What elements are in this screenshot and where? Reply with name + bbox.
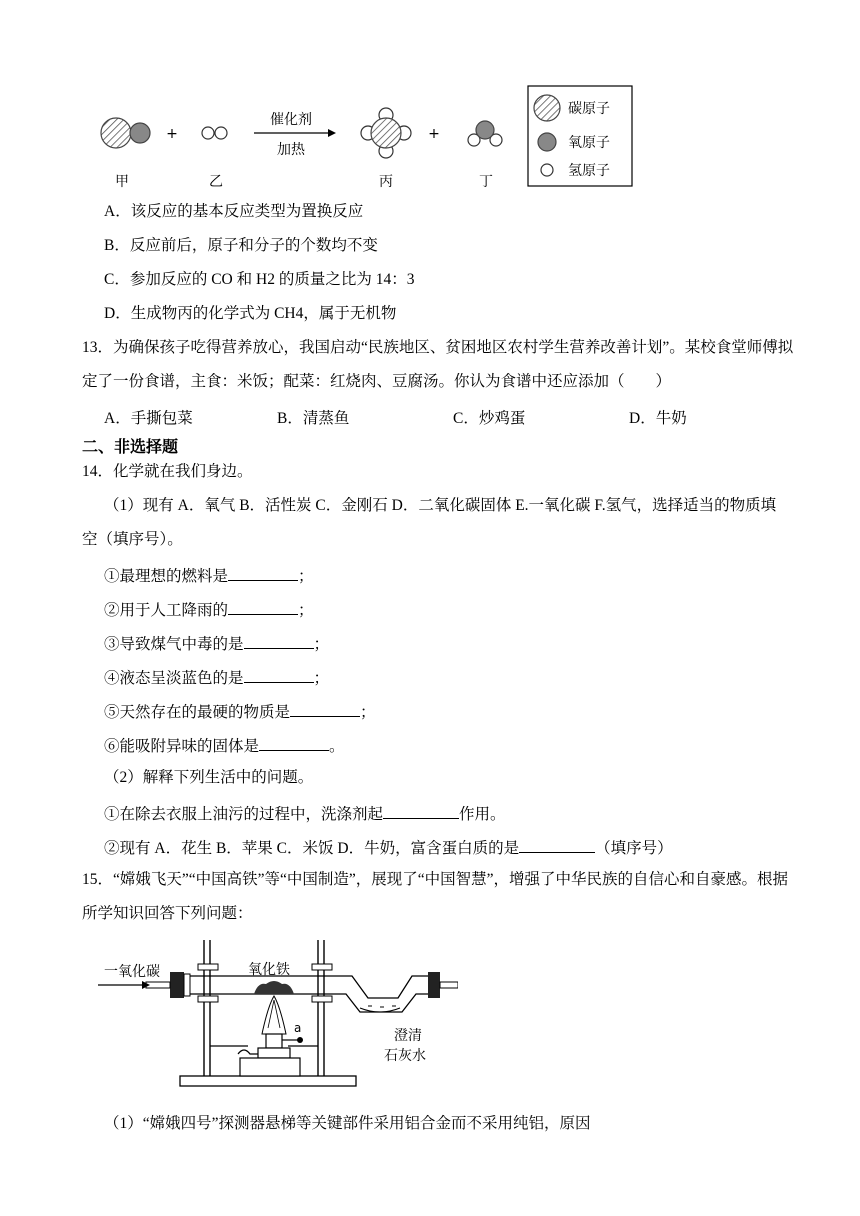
answer-blank[interactable]	[290, 700, 360, 717]
answer-blank[interactable]	[244, 632, 314, 649]
q14-part1-line-2: 空（填序号）。	[82, 531, 183, 548]
q13-option-a: A．手撕包菜	[104, 410, 193, 427]
q15-line-1: 15．“嫦娥飞天”“中国高铁”等“中国制造”，展现了“中国智慧”，增强了中华民族的自信心和自豪感。根据	[82, 871, 789, 888]
apparatus-diagram	[98, 936, 458, 1096]
species-label: 丙	[379, 174, 393, 190]
q12-option-c: C．参加反应的 CO 和 H2 的质量之比为 14：3	[104, 271, 415, 288]
species-label: 乙	[209, 174, 223, 190]
q14-title: 14．化学就在我们身边。	[82, 463, 253, 480]
answer-blank[interactable]	[244, 666, 314, 683]
answer-blank[interactable]	[519, 836, 595, 853]
q14-item-6: ⑥能吸附异味的固体是 。	[104, 734, 345, 757]
q13-option-c: C．炒鸡蛋	[453, 410, 526, 427]
heat-label: 加热	[277, 142, 305, 158]
solution-label-line-2: 石灰水	[384, 1048, 426, 1064]
legend-oxygen-label: 氧原子	[568, 135, 610, 151]
q14-part2: （2）解释下列生活中的问题。	[104, 769, 314, 786]
q12-option-d: D．生成物丙的化学式为 CH4，属于无机物	[104, 305, 397, 322]
species-label: 甲	[115, 174, 129, 190]
q13-option-d: D．牛奶	[629, 410, 687, 427]
q13-line-2: 定了一份食谱，主食：米饭；配菜：红烧肉、豆腐汤。你认为食谱中还应添加（ ）	[82, 373, 672, 390]
legend-hydrogen-label: 氢原子	[568, 163, 610, 179]
gas-label: 一氧化碳	[104, 964, 160, 980]
legend-carbon-label: 碳原子	[568, 101, 610, 117]
plus-sign: +	[166, 126, 178, 142]
q15-line-2: 所学知识回答下列问题：	[82, 905, 253, 922]
q14-part2-item-1: ①在除去衣服上油污的过程中，洗涤剂起 作用。	[104, 802, 506, 825]
answer-blank[interactable]	[228, 564, 298, 581]
q14-item-1: ①最理想的燃料是 ；	[104, 564, 314, 587]
section-title: 二、非选择题	[82, 437, 179, 456]
plus-sign: +	[428, 126, 440, 142]
q13-line-1: 13．为确保孩子吃得营养放心，我国启动“民族地区、贫困地区农村学生营养改善计划”。某校食堂师傅拟	[82, 339, 794, 356]
solution-label-line-1: 澄清	[394, 1028, 422, 1044]
q14-item-3: ③导致煤气中毒的是 ；	[104, 632, 329, 655]
q15-part1: （1）“嫦娥四号”探测器悬梯等关键部件采用铝合金而不采用纯铝，原因	[104, 1115, 591, 1132]
molecule-ch4	[361, 108, 411, 158]
q14-part2-item-2: ②现有 A．花生 B．苹果 C．米饭 D．牛奶，富含蛋白质的是 （填序号）	[104, 836, 673, 859]
q12-option-a: A．该反应的基本反应类型为置换反应	[104, 203, 364, 220]
answer-blank[interactable]	[259, 734, 329, 751]
q14-item-4: ④液态呈淡蓝色的是 ；	[104, 666, 329, 689]
species-label: 丁	[479, 174, 493, 190]
answer-blank[interactable]	[228, 598, 298, 615]
molecule-h2o	[468, 121, 502, 146]
q14-item-5: ⑤天然存在的最硬的物质是 ；	[104, 700, 376, 723]
q12-option-b: B．反应前后，原子和分子的个数均不变	[104, 237, 378, 254]
reaction-diagram	[88, 84, 648, 194]
molecule-co	[101, 118, 150, 148]
valve-label: a	[294, 1021, 302, 1035]
legend	[528, 86, 632, 186]
q14-part1-line-1: （1）现有 A．氧气 B．活性炭 C．金刚石 D．二氧化碳固体 E.一氧化碳 F.氢气，选择适当的物质填	[104, 497, 777, 514]
solid-label: 氧化铁	[248, 962, 290, 978]
catalyst-label: 催化剂	[270, 112, 312, 128]
q14-item-2: ②用于人工降雨的 ；	[104, 598, 314, 621]
q13-option-b: B．清蒸鱼	[277, 410, 350, 427]
molecule-h2	[202, 127, 227, 139]
answer-blank[interactable]	[383, 802, 459, 819]
